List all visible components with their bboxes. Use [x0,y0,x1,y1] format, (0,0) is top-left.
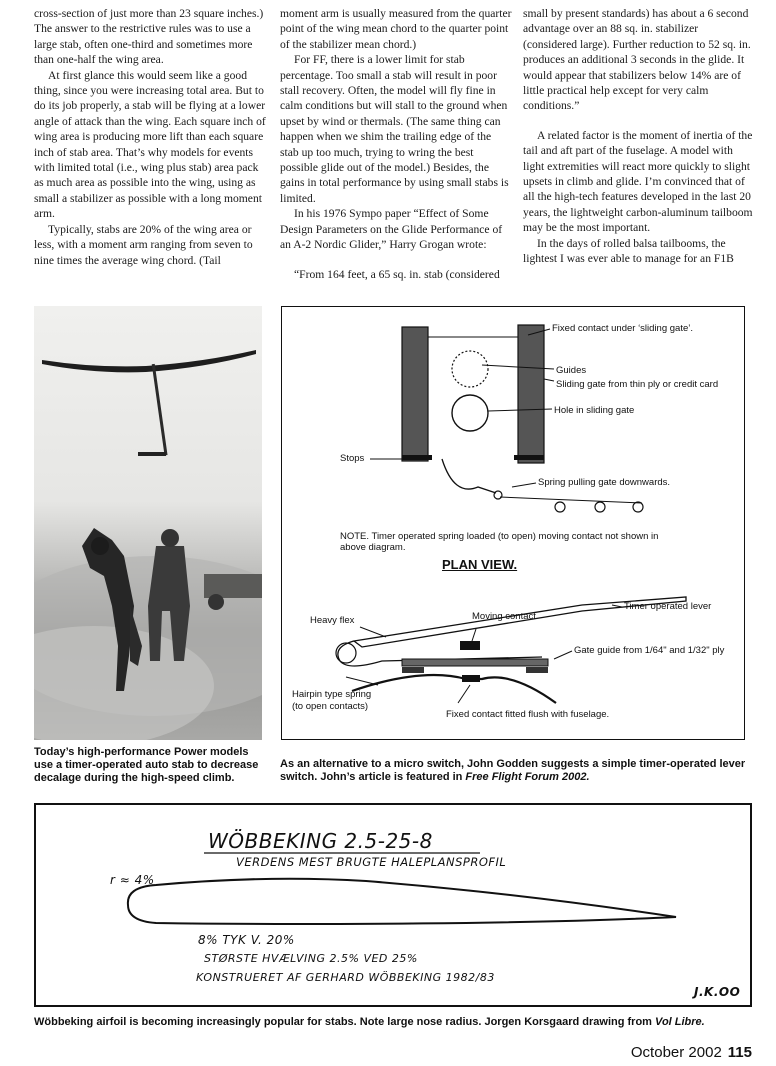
label-timer-lever: Timer operated lever [624,601,712,612]
text-column-1 [34,6,266,268]
label-spring: Spring pulling gate downwards. [538,477,671,488]
airfoil-title: WÖBBEKING 2.5-25-8 [208,829,433,853]
label-hole: Hole in sliding gate [554,405,635,416]
paragraph: small by present standards) has about a 6 second advantage over an 88 sq. in. stabilizer (considered large). Further reduction to 52 sq. in. produces an additional 3 seconds in the glide. It would appear that stabilizers below 14% are of little practical help except for very calm conditions.” [523,7,751,113]
paragraph: A related factor is the moment of inertia of the tail and aft part of the fuselage. A model with light extremities will react more quickly to slight upsets in climb and glide. I’m convinced that of all the high-tech features developed in the last 20 years, the lightweight carbon-aluminum tailboom may be the most important. [523,128,753,235]
airfoil-drawing [34,803,752,1007]
airfoil-caption-text: Wöbbeking airfoil is becoming increasingly popular for stabs. Note large nose radius. Jorgen Korsgaard drawing from [34,1016,656,1028]
airfoil-designer: KONSTRUERET AF GERHARD WÖBBEKING 1982/83 [196,971,495,984]
paragraph: In the days of rolled balsa tailbooms, the lightest I was ever able to manage for an F1B [523,236,734,266]
switch-diagram [281,306,745,740]
airfoil-camber: STØRSTE HVÆLVING 2.5% VED 25% [204,952,418,965]
paragraph: At first glance this would seem like a good thing, since you were increasing total area. But to do its job properly, a stab will be flying at a lower angle of attack than the wing. Each square inch of wing area is producing more lift than each square inch of stab area. That’s why models for events with limited total (i.e., wing plus stab) area pack as much area as possible into the wing, using as small a stabilizer as possible with a long moment arm. [34,68,266,221]
paragraph: In his 1976 Sympo paper “Effect of Some Design Parameters on the Glide Performance of an A-2 Nordic Glider,” Harry Grogan wrote: [280,207,503,252]
plan-view-title: PLAN VIEW. [442,557,518,572]
label-fixed-flush: Fixed contact fitted flush with fuselage. [446,709,610,720]
diagram-note: NOTE. Timer operated spring loaded (to open) moving contact not shown in above diagram. [340,531,659,553]
airfoil-subtitle: VERDENS MEST BRUGTE HALEPLANSPROFIL [236,855,507,869]
airfoil-caption [34,1016,754,1029]
launch-photo [34,306,262,740]
label-hairpin-note: (to open contacts) [292,701,369,712]
label-guides: Guides [556,365,587,376]
paragraph: moment arm is usually measured from the quarter point of the wing mean chord to the quarter point of the stabilizer mean chord.) [280,7,512,51]
label-fixed-contact: Fixed contact under ‘sliding gate’. [552,323,693,334]
text-column-2 [280,6,512,282]
label-hairpin: Hairpin type spring [292,689,372,700]
label-gate-guide: Gate guide from 1/64" and 1/32" ply [574,645,725,656]
airfoil-thickness: 8% TYK V. 20% [198,933,295,947]
label-moving-contact: Moving contact [472,611,536,622]
label-heavy-flex: Heavy flex [310,615,355,626]
label-stops: Stops [340,453,365,464]
diagram-caption [280,758,750,784]
airfoil-signature: J.K.OO [694,985,741,999]
paragraph: Typically, stabs are 20% of the wing area or less, with a moment arm ranging from seven to nine times the average wing chord. (Tail [34,222,253,267]
launch-photo-illustration [34,306,262,740]
diagram-caption-text: As an alternative to a micro switch, John Godden suggests a simple timer-operated lever switch. John’s article is featured in [280,758,746,783]
page-footer [631,1044,752,1061]
paragraph: For FF, there is a lower limit for stab percentage. Too small a stab will result in poor stall recovery. Often, the model will fly fine in calm conditions but will stall to the ground when upset by wind or thermals. (The same thing can happen when we shim the trailing edge of the stab up too much, trying to wring the best possible glide out of the model.) Besides, the gains in total performance by using small stabs is limited. [280,53,509,205]
switch-diagram-drawing [282,307,744,739]
label-sliding-gate: Sliding gate from thin ply or credit card [556,379,719,390]
airfoil-radius: r ≈ 4% [110,873,155,887]
text-column-3 [523,6,755,267]
paragraph: “From 164 feet, a 65 sq. in. stab (considered [294,267,500,281]
paragraph: cross-section of just more than 23 square inches.) The answer to the restrictive rules was to use a large stab, often one-third and sometimes more than one-half the wing area. [34,7,264,67]
airfoil-caption-source: Vol Libre. [655,1016,705,1028]
photo-caption: Today’s high-performance Power models use a timer-operated auto stab to decrease decalage during the high-speed climb. [34,746,259,784]
diagram-caption-source: Free Flight Forum 2002. [465,771,590,783]
page-number: 115 [727,1044,752,1061]
issue-date: October 2002 [630,1044,722,1061]
